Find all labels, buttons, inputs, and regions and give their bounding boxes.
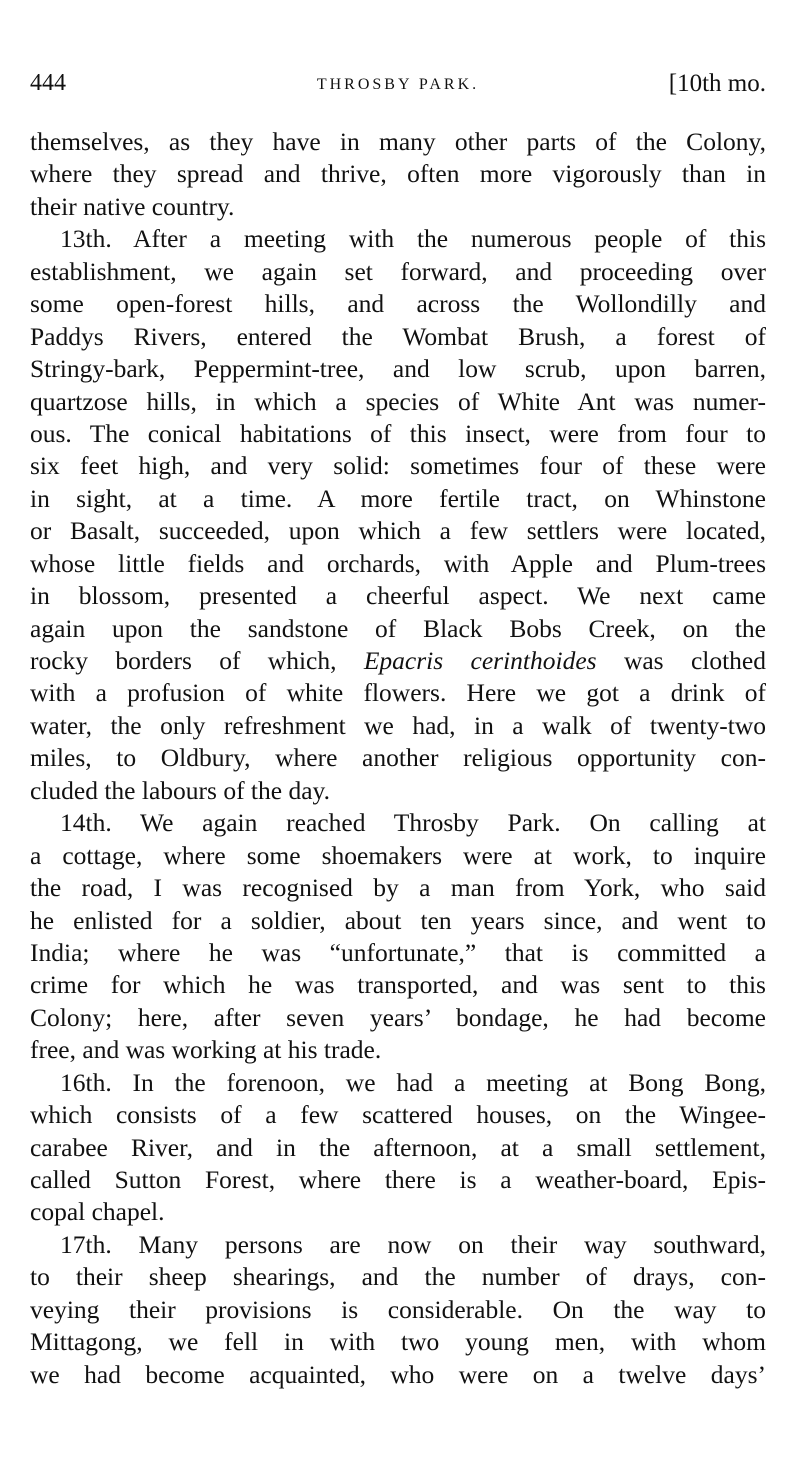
text-line: to their sheep shearings, and the number of drays, con- <box>30 1262 766 1292</box>
text-line: water, the only refreshment we had, in a walk of twenty-two <box>30 710 766 740</box>
text-line: veying their provisions is considerable. On the way to <box>30 1294 766 1324</box>
text-line: themselves, as they have in many other parts of the Colony, <box>30 127 766 156</box>
text-fragment: rocky borders of which, <box>30 646 364 675</box>
text-line: some open-forest hills, and across the Wollondilly and <box>30 289 766 319</box>
text-line: establishment, we again set forward, and proceeding over <box>30 256 766 286</box>
month-marker: [10th mo. <box>668 70 766 97</box>
page-number: 444 <box>30 70 66 96</box>
text-line: or Basalt, succeeded, upon which a few settlers were located, <box>30 516 766 546</box>
text-line: in sight, at a time. A more fertile tract, on Whinstone <box>30 483 766 513</box>
text-line: where they spread and thrive, often more vigorously than in <box>30 159 766 189</box>
text-line: quartzose hills, in which a species of White Ant was numer- <box>30 386 766 416</box>
text-line: 16th. In the forenoon, we had a meeting at Bong Bong, <box>60 1067 766 1097</box>
species-name: Epacris cerinthoides <box>363 646 597 675</box>
body-text <box>30 126 766 1391</box>
page-header <box>30 70 766 106</box>
text-line: cluded the labours of the day. <box>30 775 330 805</box>
text-line: which consists of a few scattered houses, on the Wingee- <box>30 1100 766 1130</box>
text-line: India; where he was “unfortunate,” that is committed a <box>30 937 766 967</box>
text-line: six feet high, and very solid: sometimes four of these were <box>30 451 766 481</box>
text-line: Stringy-bark, Peppermint-tree, and low scrub, upon barren, <box>30 354 766 384</box>
text-line: 13th. After a meeting with the numerous people of this <box>60 224 766 254</box>
text-line: Colony; here, after seven years’ bondage, he had become <box>30 1002 766 1032</box>
text-line: he enlisted for a soldier, about ten years since, and went to <box>30 905 766 935</box>
text-fragment: was clothed <box>596 646 766 675</box>
text-line: Mittagong, we fell in with two young men, with whom <box>30 1327 766 1357</box>
text-line: miles, to Oldbury, where another religious opportunity con- <box>30 743 766 773</box>
text-line: Paddys Rivers, entered the Wombat Brush, a forest of <box>30 321 766 351</box>
running-title: THROSBY PARK. <box>316 76 480 93</box>
text-line: with a profusion of white flowers. Here we got a drink of <box>30 678 766 708</box>
text-line: called Sutton Forest, where there is a weather-board, Epis- <box>30 1165 766 1194</box>
text-line: the road, I was recognised by a man from York, who said <box>30 873 766 903</box>
text-line: their native country. <box>30 191 235 221</box>
text-line: crime for which he was transported, and was sent to this <box>30 970 766 1000</box>
text-line-with-italic <box>30 645 766 677</box>
text-line: 17th. Many persons are now on their way southward, <box>60 1229 766 1259</box>
text-line: again upon the sandstone of Black Bobs Creek, on the <box>30 613 766 643</box>
text-line: in blossom, presented a cheerful aspect. We next came <box>30 581 766 611</box>
text-line: whose little fields and orchards, with Apple and Plum-trees <box>30 548 766 578</box>
text-line: we had become acquainted, who were on a twelve days’ <box>30 1359 766 1389</box>
text-line: ous. The conical habitations of this insect, were from four to <box>30 418 766 448</box>
text-line: a cottage, where some shoemakers were at work, to inquire <box>30 840 766 870</box>
text-line: carabee River, and in the afternoon, at a small settlement, <box>30 1132 766 1162</box>
text-line: free, and was working at his trade. <box>30 1035 382 1065</box>
text-line: copal chapel. <box>30 1197 165 1227</box>
text-line: 14th. We again reached Throsby Park. On calling at <box>60 808 766 838</box>
